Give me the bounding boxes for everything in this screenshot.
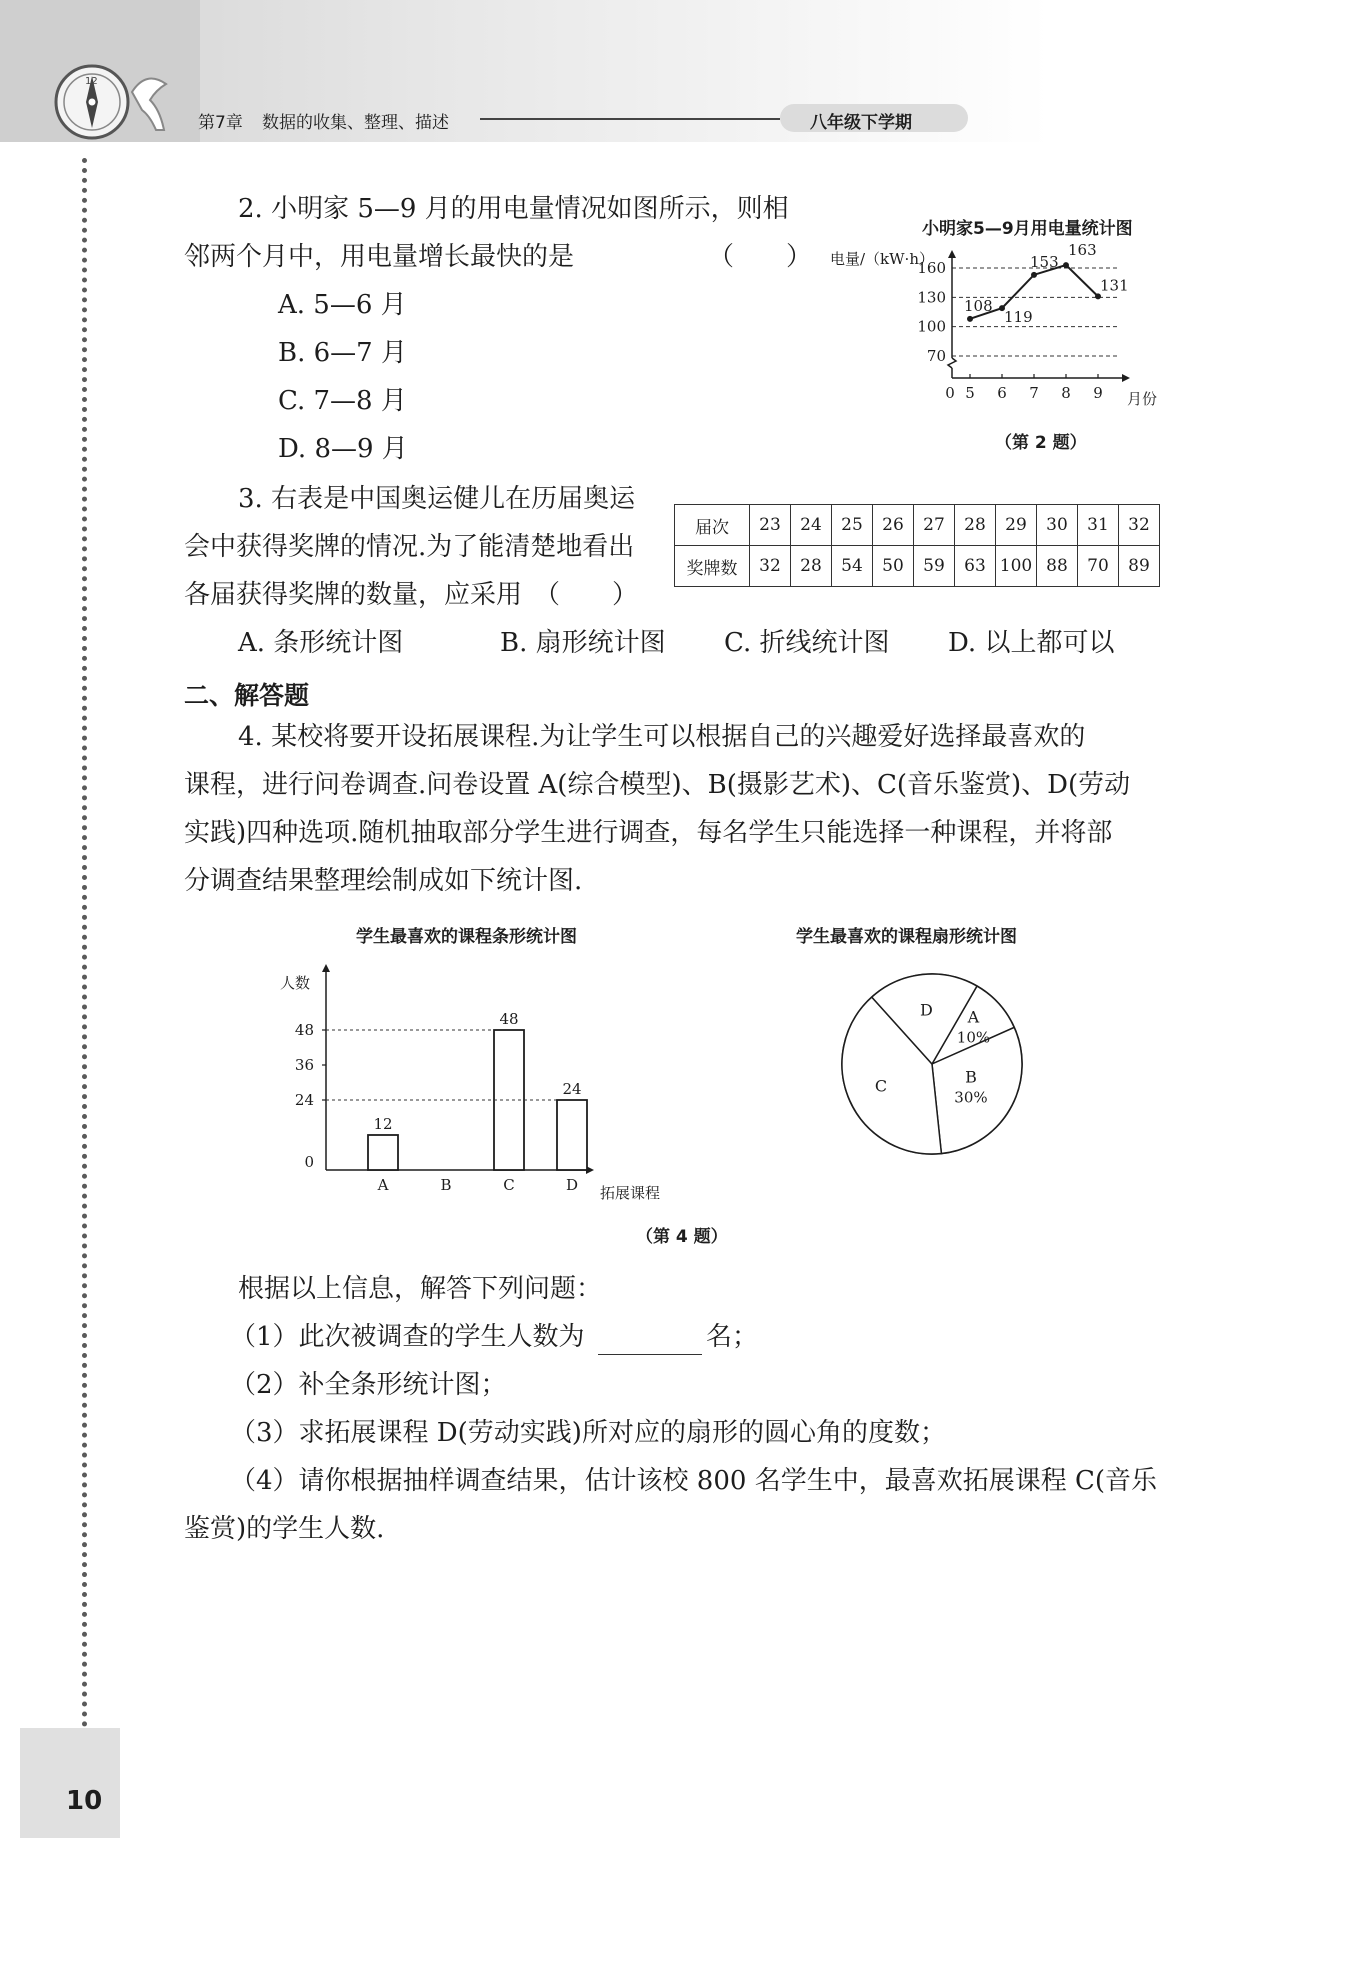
x-tick-label: B	[440, 1176, 452, 1194]
chapter-title: 数据的收集、整理、描述	[262, 113, 449, 133]
table-cell-medals: 88	[1037, 546, 1078, 587]
page-number-tab	[20, 1728, 120, 1838]
q2-option-d: D. 8—9 月	[278, 434, 408, 464]
course-bar-chart	[270, 922, 700, 1212]
table-cell-medals: 54	[832, 546, 873, 587]
data-label: 163	[1068, 241, 1097, 260]
x-tick-label: A	[377, 1176, 389, 1194]
pie-chart-title: 学生最喜欢的课程扇形统计图	[796, 927, 1017, 947]
data-label: 153	[1030, 252, 1059, 271]
pie-slice-label: B	[965, 1067, 977, 1087]
grade-label: 八年级下学期	[810, 113, 912, 133]
q4-line4: 分调查结果整理绘制成如下统计图.	[184, 866, 583, 896]
table-cell-medals: 59	[914, 546, 955, 587]
table-cell-session: 28	[955, 505, 996, 546]
x-tick-label: 8	[1061, 384, 1071, 402]
y-tick-label: 70	[926, 347, 946, 365]
section-title: 二、解答题	[184, 681, 310, 710]
q2-option-b: B. 6—7 月	[278, 338, 407, 368]
y-tick-label: 130	[917, 288, 946, 307]
clock-number: 12	[85, 76, 98, 87]
table-cell-session: 27	[914, 505, 955, 546]
x-axis-arrow	[1122, 374, 1130, 382]
line-chart-xlabel: 月份	[1127, 390, 1158, 408]
data-point	[1063, 262, 1069, 268]
x-tick-label: 6	[997, 384, 1007, 402]
pie-slice-label: D	[919, 1000, 933, 1020]
header-rule	[480, 118, 780, 120]
table-cell-medals: 89	[1119, 546, 1160, 587]
q3-option-c: C. 折线统计图	[724, 628, 890, 658]
table-cell-medals: 100	[996, 546, 1037, 587]
axis-break-mark	[948, 358, 956, 368]
bar-chart-xlabel: 拓展课程	[600, 1184, 661, 1202]
data-point	[1031, 272, 1037, 278]
table-cell-medals: 70	[1078, 546, 1119, 587]
q3-line3: 各届获得奖牌的数量，应采用	[184, 580, 523, 610]
x-tick-label: 7	[1029, 384, 1039, 402]
table-header-cell: 届次	[675, 505, 750, 546]
q3-answer-blank: （ ）	[534, 580, 639, 610]
page-number: 10	[66, 1786, 103, 1816]
q4-sub2: （2）补全条形统计图；	[230, 1370, 507, 1400]
q3-option-d: D. 以上都可以	[948, 628, 1115, 658]
pie-slice-percent: 10%	[956, 1028, 991, 1047]
line-chart-title: 小明家5—9月用电量统计图	[922, 219, 1133, 239]
y-tick-label: 160	[917, 259, 946, 277]
y-axis-arrow	[322, 964, 330, 972]
table-cell-medals: 50	[873, 546, 914, 587]
electricity-line-chart	[822, 206, 1202, 456]
q2-option-a: A. 5—6 月	[278, 290, 407, 320]
compass-logo-icon	[52, 62, 172, 142]
q4-sub4-line2: 鉴赏)的学生人数.	[184, 1514, 385, 1544]
table-cell-session: 25	[832, 505, 873, 546]
bar-value-label: 24	[562, 1080, 582, 1098]
q4-sub3: （3）求拓展课程 D(劳动实践)所对应的扇形的圆心角的度数；	[230, 1418, 946, 1448]
q4-line3: 实践)四种选项.随机抽取部分学生进行调查，每名学生只能选择一种课程，并将部	[184, 818, 1113, 848]
y-axis-arrow	[948, 250, 956, 258]
pie-slice-label: C	[874, 1076, 888, 1096]
q3-line2: 会中获得奖牌的情况.为了能清楚地看出	[184, 532, 635, 562]
data-point	[967, 316, 973, 322]
table-cell-session: 30	[1037, 505, 1078, 546]
data-label: 108	[964, 296, 993, 315]
q3-option-b: B. 扇形统计图	[500, 628, 666, 658]
q3-line1: 3. 右表是中国奥运健儿在历届奥运	[238, 484, 636, 514]
course-pie-chart	[786, 922, 1086, 1182]
q2-line2: 邻两个月中，用电量增长最快的是	[184, 242, 575, 272]
y-tick-label: 36	[294, 1056, 314, 1074]
table-cell-medals: 63	[955, 546, 996, 587]
bar	[557, 1100, 587, 1170]
y-tick-label: 48	[294, 1021, 314, 1039]
q4-sub1-unit: 名；	[706, 1322, 759, 1352]
table-row-medals	[675, 546, 1160, 587]
q2-option-c: C. 7—8 月	[278, 386, 407, 416]
y-tick-label: 24	[294, 1091, 314, 1109]
table-cell-session: 32	[1119, 505, 1160, 546]
q4-sub1-text: （1）此次被调查的学生人数为	[230, 1322, 585, 1352]
bar-chart-title: 学生最喜欢的课程条形统计图	[356, 927, 577, 947]
x-tick-label: 0	[945, 384, 955, 402]
table-cell-session: 31	[1078, 505, 1119, 546]
q4-line1: 4. 某校将要开设拓展课程.为让学生可以根据自己的兴趣爱好选择最喜欢的	[238, 722, 1086, 752]
table-cell-medals: 28	[791, 546, 832, 587]
q4-prompt: 根据以上信息，解答下列问题：	[238, 1274, 603, 1304]
y-tick-label: 0	[304, 1153, 314, 1171]
table-cell-session: 29	[996, 505, 1037, 546]
q3-option-a: A. 条形统计图	[238, 628, 404, 658]
binding-dotted-line	[82, 158, 87, 1728]
y-tick-label: 100	[917, 317, 946, 336]
q4-caption: （第 4 题）	[636, 1227, 728, 1247]
q4-sub1-answer-line[interactable]	[598, 1354, 702, 1355]
x-tick-label: 5	[965, 384, 975, 402]
q2-caption: （第 2 题）	[995, 433, 1087, 453]
q2-answer-blank: （ ）	[708, 242, 813, 272]
table-cell-session: 24	[791, 505, 832, 546]
bar	[368, 1135, 398, 1170]
medal-table	[674, 504, 1160, 587]
bar-value-label: 12	[373, 1115, 393, 1133]
bar-value-label: 48	[499, 1010, 519, 1028]
pie-slice-label: A	[967, 1007, 980, 1027]
table-cell-session: 26	[873, 505, 914, 546]
x-tick-label: C	[503, 1176, 515, 1194]
data-label: 119	[1004, 308, 1033, 327]
chapter-number: 第7章	[198, 113, 243, 133]
x-tick-label: D	[565, 1176, 579, 1194]
table-cell-medals: 32	[750, 546, 791, 587]
data-label: 131	[1100, 276, 1129, 295]
q4-line2: 课程，进行问卷调查.问卷设置 A(综合模型)、B(摄影艺术)、C(音乐鉴赏)、D(劳动	[184, 770, 1131, 800]
q4-sub4-line1: （4）请你根据抽样调查结果，估计该校 800 名学生中，最喜欢拓展课程 C(音乐	[230, 1466, 1157, 1496]
pie-slice-percent: 30%	[954, 1088, 988, 1107]
table-row-sessions	[675, 505, 1160, 546]
q2-line1: 2. 小明家 5—9 月的用电量情况如图所示，则相	[238, 194, 789, 224]
x-tick-label: 9	[1093, 384, 1103, 402]
table-cell-session: 23	[750, 505, 791, 546]
line-chart-ylabel: 电量/（kW·h）	[830, 250, 934, 268]
bar-chart-ylabel: 人数	[280, 974, 311, 992]
table-header-cell: 奖牌数	[675, 546, 750, 587]
